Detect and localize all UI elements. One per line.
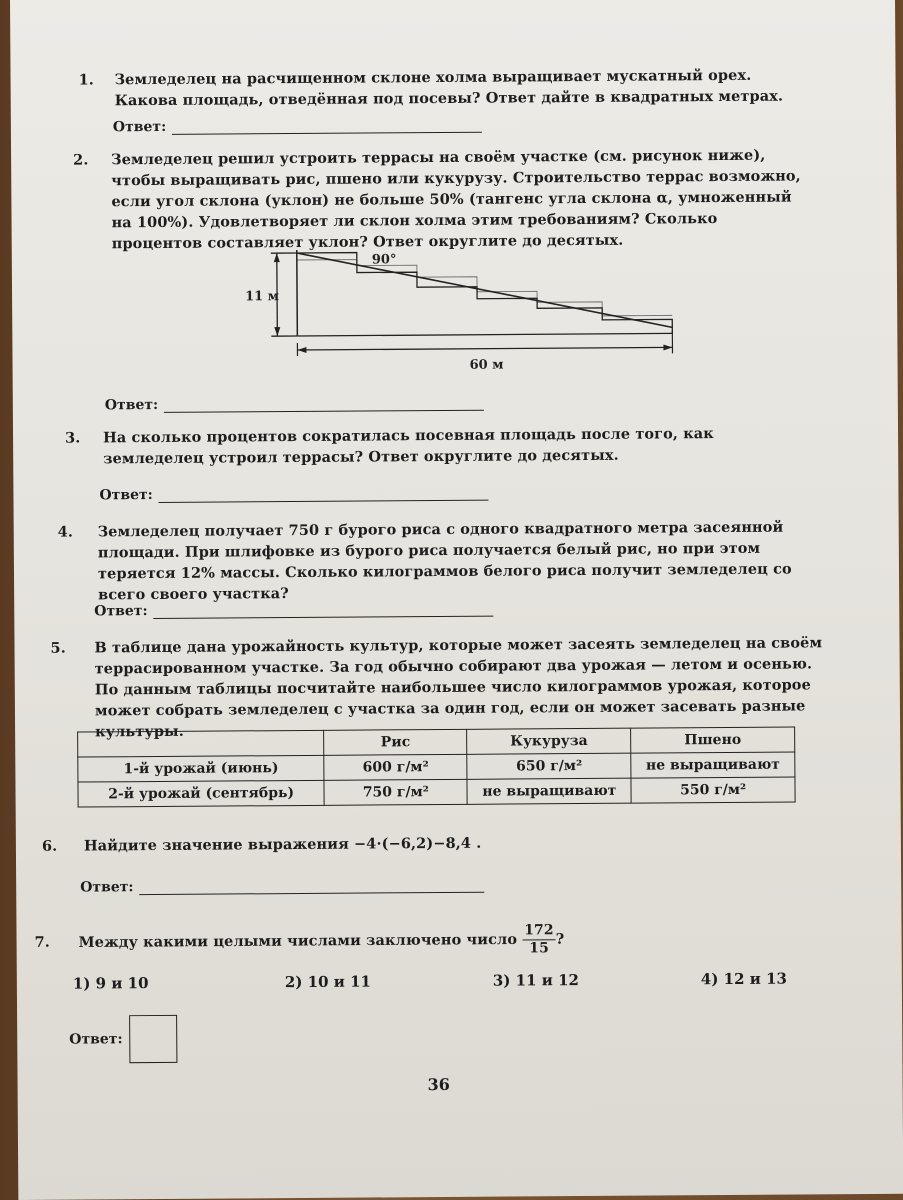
option-3[interactable]: 3) 11 и 12 (492, 971, 579, 990)
question-4 (14, 516, 814, 604)
header-cell: Рис (324, 729, 467, 755)
question-number: 7. (34, 933, 50, 951)
answer-field[interactable] (159, 486, 489, 503)
question-7 (16, 920, 816, 957)
answer-box[interactable] (129, 1015, 177, 1063)
question-number: 3. (65, 429, 81, 447)
page-number: 36 (427, 1074, 450, 1095)
header-cell: Кукуруза (467, 728, 631, 754)
question-text: В таблице дана урожайность культур, которые может засеять земледелец на своём террасированном участке. За год обычно собирают два урожая — летом и осенью. По данным таблицы посчитайте наибольшее число килограммов урожая, которое может собрать земледелец с участка за один год, если он может засевать разные культуры. (94, 634, 823, 741)
width-label: 60 м (469, 357, 504, 373)
answer-label: Ответ: (99, 487, 153, 504)
fraction (522, 922, 556, 957)
terrace-figure (245, 235, 688, 378)
table-cell: 2-й урожай (сентябрь) (78, 780, 324, 807)
question-text: Земледелец на расчищенном склоне холма выращивает мускатный орех. Какова площадь, отведённая под посевы? Ответ дайте в квадратных метрах. (114, 66, 784, 110)
question-mark: ? (555, 930, 565, 948)
answer-row-3 (99, 485, 488, 504)
question-number: 5. (50, 639, 66, 657)
answer-row-1 (113, 117, 482, 136)
height-label: 11 м (245, 289, 280, 305)
answer-row-7 (69, 1031, 122, 1047)
answer-row-2 (105, 395, 484, 414)
question-number: 6. (41, 837, 58, 855)
answer-field[interactable] (140, 878, 485, 895)
option-1[interactable]: 1) 9 и 10 (72, 974, 149, 993)
header-cell: Пшено (631, 727, 795, 753)
option-4[interactable]: 4) 12 и 13 (700, 969, 787, 989)
answer-row-6 (80, 877, 484, 896)
question-number: 1. (78, 71, 94, 89)
question-number: 2. (73, 151, 89, 169)
answer-label: Ответ: (94, 603, 148, 620)
question-text: Найдите значение выражения −4·(−6,2)−8,4 . (83, 834, 482, 855)
table-cell: не выращивают (467, 778, 631, 804)
worksheet-page (10, 0, 903, 1200)
answer-label: Ответ: (104, 396, 159, 414)
option-2[interactable]: 2) 10 и 11 (284, 972, 372, 992)
answer-label: Ответ: (80, 879, 134, 896)
answer-field[interactable] (164, 396, 484, 413)
question-1 (10, 64, 810, 110)
table-cell: 550 г/м² (631, 777, 795, 803)
angle-label: 90° (371, 252, 397, 268)
answer-label: Ответ: (112, 118, 167, 136)
fraction-numerator: 172 (522, 922, 556, 940)
question-text: Земледелец получает 750 г бурого риса с одного квадратного метра засеянной площади. При шлифовке из бурого риса получается белый рис, но при этом теряется 12% массы. Сколько килограммов белого риса получит земледелец со всего своего участка? (97, 518, 792, 604)
answer-row-4 (94, 601, 493, 620)
table-cell: 750 г/м² (324, 779, 467, 805)
question-text: На сколько процентов сократилась посевная площадь после того, как земледелец устроил террасы? Ответ округлите до десятых. (102, 425, 714, 468)
answer-field[interactable] (154, 602, 494, 619)
question-text: Между какими целыми числами заключено число (78, 930, 518, 952)
yield-table (77, 727, 796, 808)
fraction-denominator: 15 (529, 940, 549, 957)
table-cell: 1-й урожай (июнь) (78, 755, 324, 782)
table-cell: 600 г/м² (324, 754, 467, 780)
question-2 (11, 144, 811, 253)
answer-field[interactable] (172, 118, 482, 135)
table-cell: 650 г/м² (467, 753, 631, 779)
table-row (78, 777, 795, 807)
question-text-wrap (78, 921, 798, 961)
header-cell (78, 730, 324, 757)
table-cell: не выращивают (631, 752, 795, 778)
answer-label: Ответ: (69, 1031, 123, 1048)
question-number: 4. (57, 523, 74, 541)
question-text: Земледелец решил устроить террасы на своём участке (см. рисунок ниже), чтобы выращивать рис, пшено или кукурузу. Строительство террас возможно, если угол склона (уклон) не больше 50% (тангенс угла склона α, умноженный на 100%). Удовлетворяет ли склон холма этим требованиям? Сколько процентов составляет уклон? Ответ округлите до десятых. (111, 146, 801, 253)
question-6 (16, 830, 816, 855)
question-3 (13, 422, 813, 468)
